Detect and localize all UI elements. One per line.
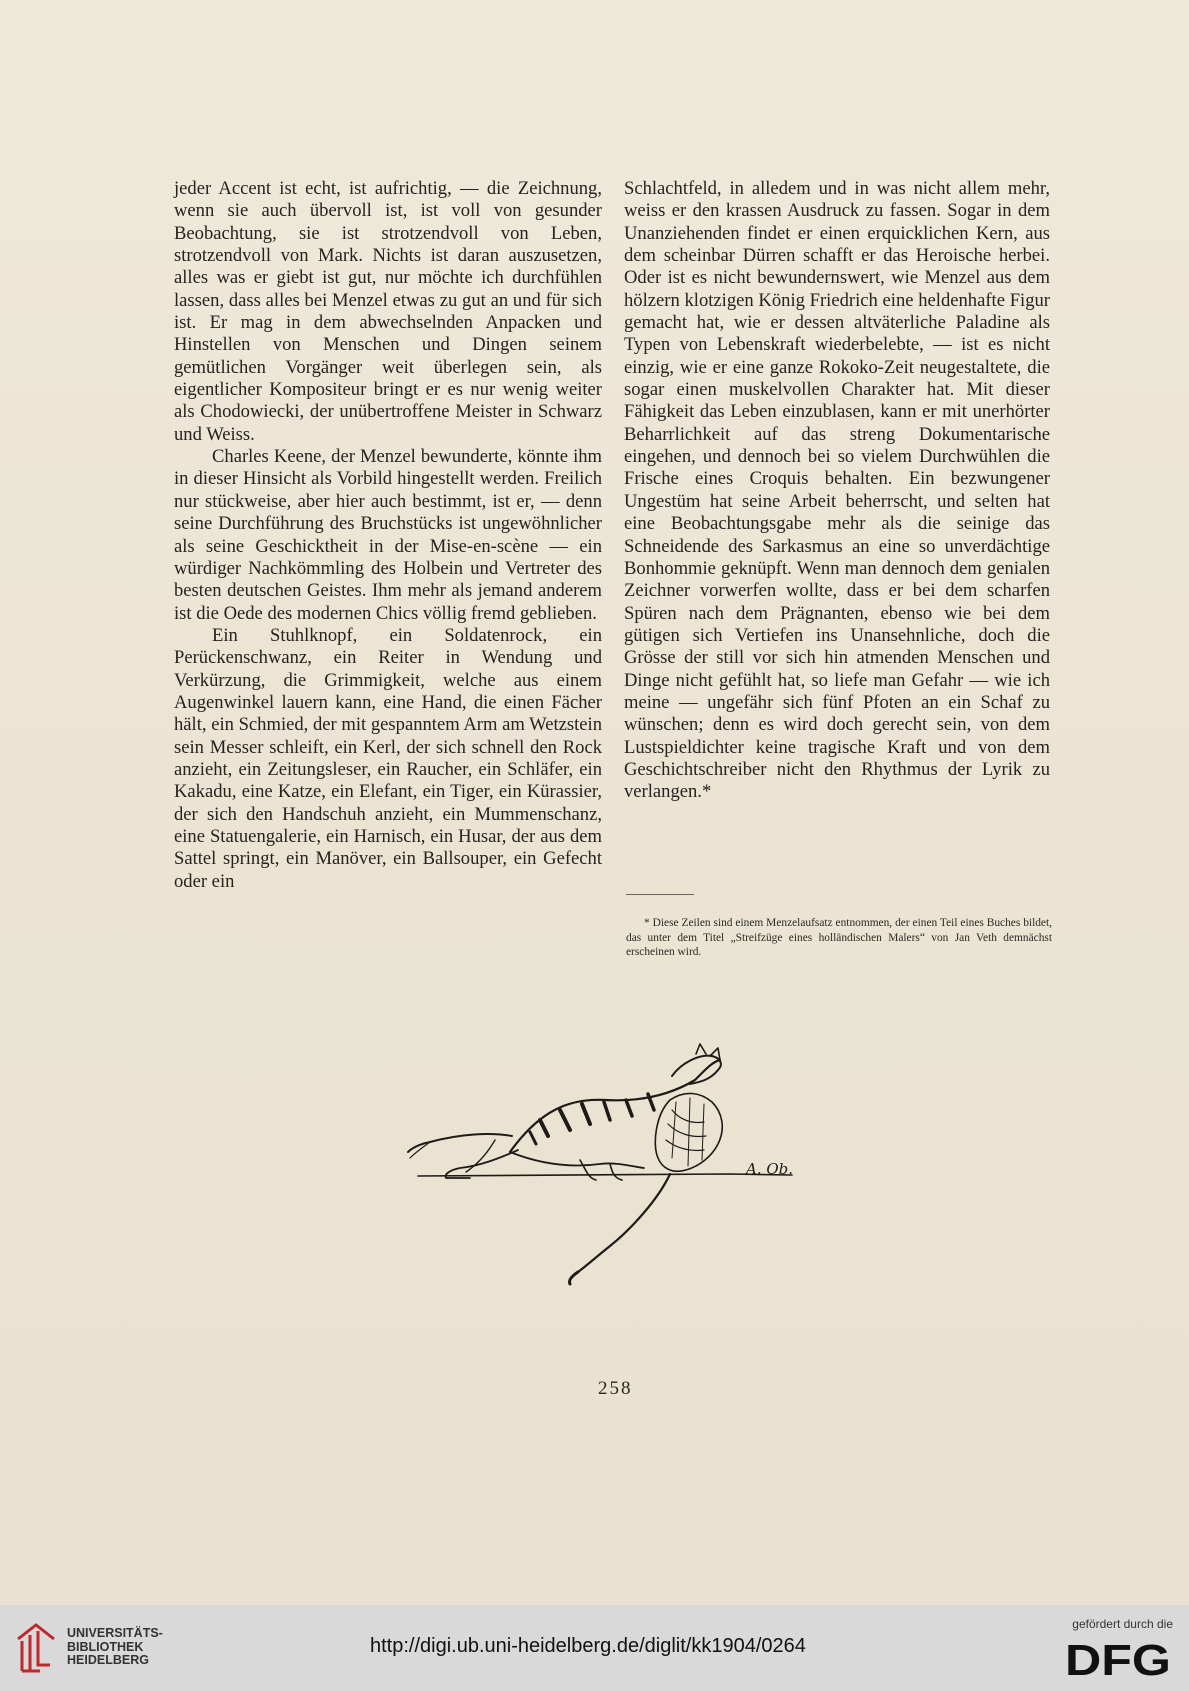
library-name-line: BIBLIOTHEK (67, 1639, 144, 1654)
paragraph: Ein Stuhlknopf, ein Soldatenrock, ein Perückenschwanz, ein Reiter in Wendung und Verkürzung, die Grimmigkeit, welche aus einem Augenwinkel lauern kann, eine Hand, die einen Fächer hält, ein Schmied, der mit gespanntem Arm am Wetzstein sein Messer schleift, ein Kerl, der sich schnell den Rock anzieht, ein Zeitungsleser, ein Raucher, ein Schläfer, ein Kakadu, eine Katze, ein Elefant, ein Tiger, ein Kürassier, der sich den Handschuh anzieht, ein Mummenschanz, eine Statuengalerie, ein Harnisch, ein Husar, der aus dem Sattel springt, ein Manöver, ein Ballsouper, ein Gefecht oder ein (174, 624, 602, 892)
paragraph: Charles Keene, der Menzel bewunderte, könnte ihm in dieser Hinsicht als Vorbild hingestellt werden. Freilich nur stückweise, aber hier auch bestimmt, ist er, — denn seine Durchführung des Bruchstücks ist ungewöhnlicher als seine Geschicktheit in der Mise-en-scène — ein würdiger Nachkömmling des Holbein und Vertreter des besten deutschen Geistes. Ihm mehr als jemand anderem ist die Oede des modernen Chics völlig fremd geblieben. (174, 446, 602, 624)
illustration-signature: A. Ob. (746, 1160, 794, 1178)
ub-heidelberg-logo-icon (14, 1619, 60, 1675)
text-column-left (174, 178, 602, 893)
cat-illustration (400, 1040, 860, 1320)
library-name-line: HEIDELBERG (67, 1653, 149, 1667)
page-number: 258 (598, 1378, 633, 1399)
dfg-logo-text: DFG (1065, 1636, 1171, 1681)
permalink-url[interactable]: http://digi.ub.uni-heidelberg.de/diglit/kk1904/0264 (370, 1635, 806, 1657)
footnote-rule (626, 894, 694, 895)
viewer-footer (0, 1605, 1189, 1691)
library-name (67, 1627, 163, 1668)
paragraph: jeder Accent ist echt, ist aufrichtig, — die Zeichnung, wenn sie auch übervoll ist, ist voll von gesunder Beobachtung, sie ist strotzendvoll von Leben, strotzendvoll von Mark. Nichts ist daran auszusetzen, alles was er giebt ist gut, nur möchte ich durchfühlen lassen, dass alles bei Menzel etwas zu gut an und für sich ist. Er mag in dem abwechselnden Anpacken und Hinstellen von Menschen und Dingen seinem gemütlichen Vorgänger weit überlegen sein, als eigentlicher Kompositeur bringt er es nur wenig weiter als Chodowiecki, der unübertroffene Meister in Schwarz und Weiss. (174, 178, 602, 445)
footnote (626, 916, 1052, 960)
text-column-right (624, 178, 1050, 804)
funding-caption: gefördert durch die (1072, 1617, 1173, 1631)
dfg-logo-icon (1065, 1635, 1173, 1681)
paragraph: Schlachtfeld, in alledem und in was nicht allem mehr, weiss er den krassen Ausdruck zu fassen. Sogar in dem Unanziehenden findet er einen erquicklichen Kern, aus dem scheinbar Dürren schafft er das Heroische herbei. Oder ist es nicht bewundernswert, wie Menzel aus dem hölzern klotzigen König Friedrich eine heldenhafte Figur gemacht hat, wie er dessen altväterliche Paladine als Typen von Lebenskraft wiederbelebte, — ist es nicht einzig, wie er eine ganze Rokoko-Zeit neugestaltete, die sogar einen muskelvollen Charakter hat. Mit dieser Fähigkeit das Leben einzublasen, kann er mit unerhörter Beharrlichkeit auf das streng Dokumentarische eingehen, und dennoch bei so vielem Durchwühlen die Frische eines Croquis behalten. Ein bezwungener Ungestüm hat seine Arbeit beherrscht, und selten hat eine Beobachtungsgabe mehr als die seinige das Schneidende des Sarkasmus an eine so unverdächtige Bonhommie geknüpft. Wenn man dennoch dem genialen Zeichner vorwerfen wollte, dass er bei dem scharfen Spüren nach dem Prägnanten, ebenso wie bei dem gütigen sich Vertiefen ins Unansehnliche, doch die Grösse der still vor sich hin atmenden Menschen und Dinge nicht gefühlt hat, so liefe man Gefahr — wie ich meine — ungefähr sich fünf Pfoten an ein Schaf zu wünschen; denn es wird doch gerecht sein, von dem Lustspieldichter keine tragische Kraft und von dem Geschichtschreiber nicht den Rhythmus der Lyrik zu verlangen.* (624, 178, 1050, 803)
footnote-text: * Diese Zeilen sind einem Menzelaufsatz entnommen, der einen Teil eines Buches bildet, das unter dem Titel „Streifzüge eines holländischen Malers“ von Jan Veth demnächst erscheinen wird. (626, 917, 1052, 959)
library-name-line: UNIVERSITÄTS- (67, 1626, 163, 1640)
